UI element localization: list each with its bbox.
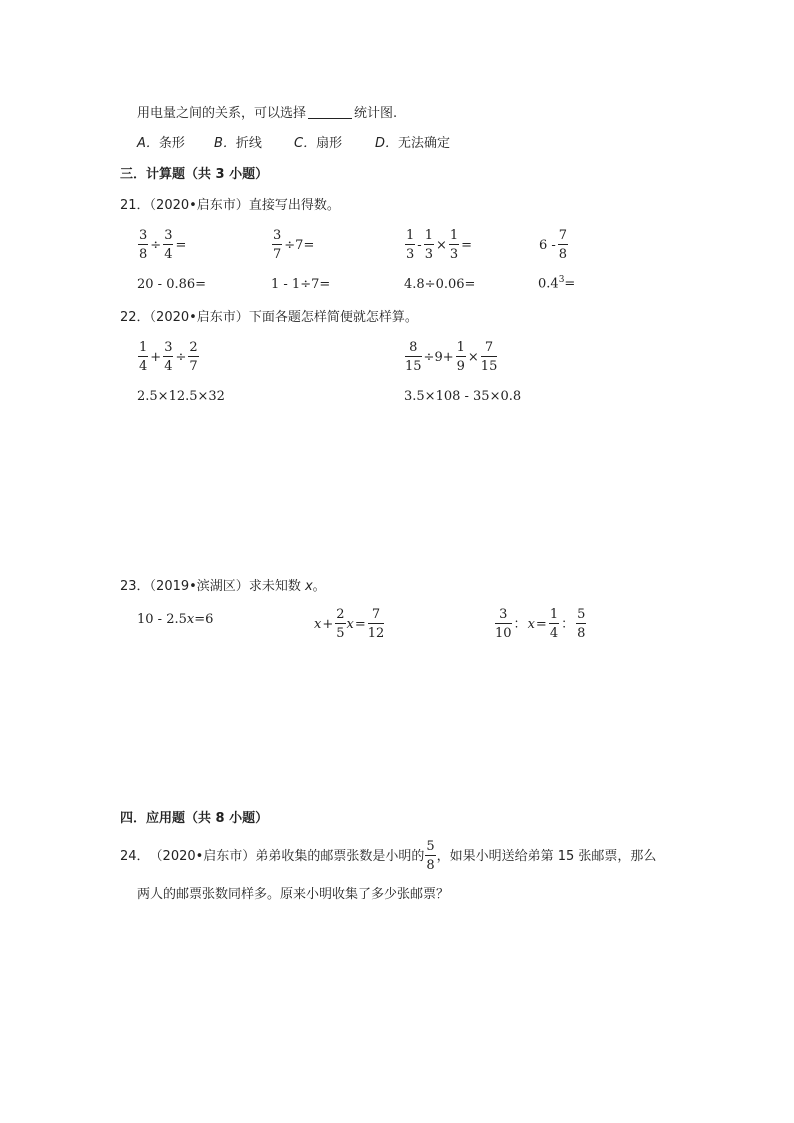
q21-expr-8: $0.4^3=$ — [538, 275, 576, 292]
q20-option-b: B．折线 — [214, 136, 262, 151]
q21-expr-7: 4.8÷0.06= — [404, 277, 476, 292]
q22-expr-2: $\frac{8}{15}$ ÷9+ $\frac{1}{9}$ × $\frac{7}{15}$ — [405, 340, 498, 374]
q21-expr-4: 6 - $\frac{7}{8}$ — [539, 228, 568, 262]
q21-expr-2: $\frac{3}{7}$ ÷7= — [273, 228, 315, 262]
q20-text-after: 统计图. — [354, 106, 398, 121]
q21-header: 21．（2020•启东市）直接写出得数。 — [120, 198, 340, 213]
section-4-title: 四．应用题（共 8 小题） — [120, 811, 269, 826]
q20-option-d: D．无法确定 — [375, 136, 451, 151]
q20-option-c: C．扇形 — [294, 136, 343, 151]
q22-expr-3: 2.5×12.5×32 — [137, 389, 225, 404]
section-3-title: 三．计算题（共 3 小题） — [120, 167, 269, 182]
q22-header: 22．（2020•启东市）下面各题怎样简便就怎样算。 — [120, 310, 418, 325]
q23-equation-2: x + $\frac{2}{5}$ x = $\frac{7}{12}$ — [314, 607, 385, 641]
q24-stem-line-2: 两人的邮票张数同样多。原来小明收集了多少张邮票？ — [137, 887, 450, 902]
answer-blank — [308, 106, 352, 119]
q23-equation-3: $\frac{3}{10}$ ： x = $\frac{1}{4}$ ： $\frac{5}{8}$ — [495, 607, 586, 641]
q20-text-before: 用电量之间的关系，可以选择 — [137, 106, 307, 121]
q20-option-a: A．条形 — [137, 136, 185, 151]
q21-expr-6: 1 - 1÷7= — [271, 277, 331, 292]
q23-equation-1: 10 - 2.5x=6 — [137, 612, 214, 627]
q22-expr-4: 3.5×108 - 35×0.8 — [404, 389, 522, 404]
q23-header: 23．（2019•滨湖区）求未知数 x。 — [120, 579, 326, 594]
q22-expr-1: $\frac{1}{4}$ + $\frac{3}{4}$ ÷ $\frac{2}{7}$ — [139, 340, 198, 374]
q21-expr-5: 20 - 0.86= — [137, 277, 207, 292]
q21-expr-1: $\frac{3}{8}$ ÷ $\frac{3}{4}$ = — [139, 228, 187, 262]
q20-continuation — [137, 106, 397, 120]
q21-expr-3: $\frac{1}{3}$ - $\frac{1}{3}$ × $\frac{1}{3}$ = — [406, 228, 473, 262]
q24-stem-line-1: 24． （2020•启东市） 弟弟收集的邮票张数是小明的 $\frac{5}{8}$ ，如果小明送给弟第 15 张邮票，那么 — [120, 839, 657, 873]
